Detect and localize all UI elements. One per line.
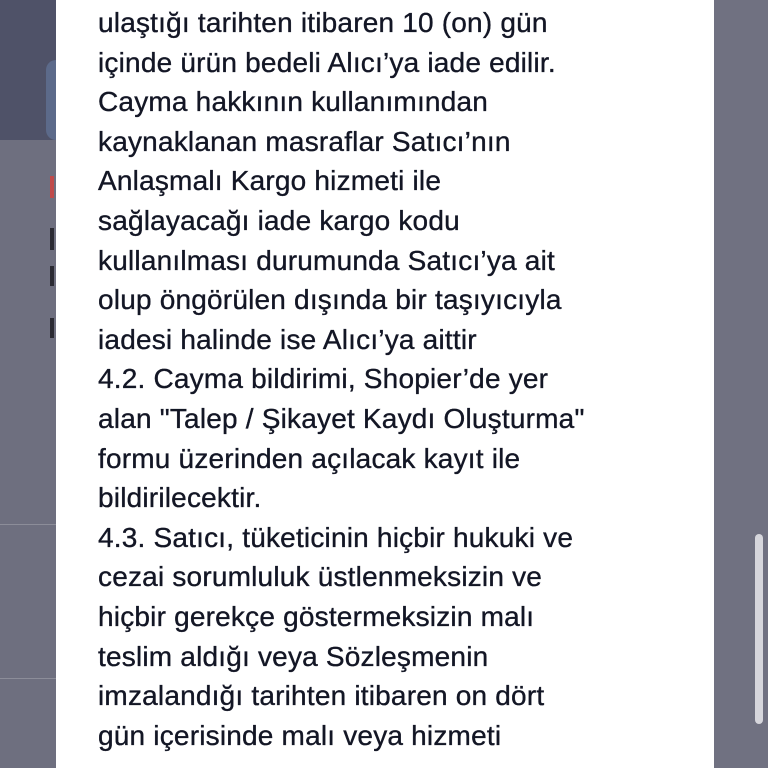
agreement-line: 4.2. Cayma bildirimi, Shopier’de yer — [98, 363, 549, 395]
agreement-line: hiçbir gerekçe göstermeksizin malı — [98, 600, 535, 632]
background-text-mark — [50, 228, 54, 250]
agreement-line: teslim aldığı veya Sözleşmenin — [98, 640, 489, 672]
agreement-line: sağlayacağı iade kargo kodu — [98, 204, 460, 236]
agreement-line: cezai sorumluluk üstlenmeksizin ve — [98, 561, 543, 593]
background-text-mark — [50, 266, 54, 286]
agreement-line: iadesi halinde ise Alıcı’ya aittir — [98, 323, 477, 355]
agreement-line: Anlaşmalı Kargo hizmeti ile — [98, 165, 442, 197]
agreement-line: 4.3. Satıcı, tüketicinin hiçbir hukuki ve — [98, 521, 574, 553]
agreement-line: Cayma hakkının kullanımından — [98, 86, 489, 118]
agreement-modal[interactable] — [56, 0, 714, 768]
agreement-line: kaynaklanan masraflar Satıcı’nın — [98, 125, 511, 157]
agreement-line: kullanılması durumunda Satıcı’ya ait — [98, 244, 555, 276]
agreement-line: alan "Talep / Şikayet Kaydı Oluşturma" — [98, 402, 585, 434]
agreement-line: imzalandığı tarihten itibaren on dört — [98, 680, 545, 712]
scrollbar-thumb[interactable] — [755, 534, 763, 724]
background-price-mark — [50, 176, 54, 198]
agreement-line: formu üzerinden açılacak kayıt ile — [98, 442, 521, 474]
agreement-line: bildirilecektir. — [98, 482, 262, 514]
agreement-line: olup öngörülen dışında bir taşıyıcıyla — [98, 284, 562, 316]
agreement-line: ulaştığı tarihten itibaren 10 (on) gün — [98, 7, 548, 38]
background-text-mark — [50, 318, 54, 338]
agreement-line: içinde ürün bedeli Alıcı’ya iade edilir. — [98, 46, 556, 78]
agreement-text — [98, 3, 698, 755]
agreement-line: gün içerisinde malı veya hizmeti — [98, 719, 502, 751]
